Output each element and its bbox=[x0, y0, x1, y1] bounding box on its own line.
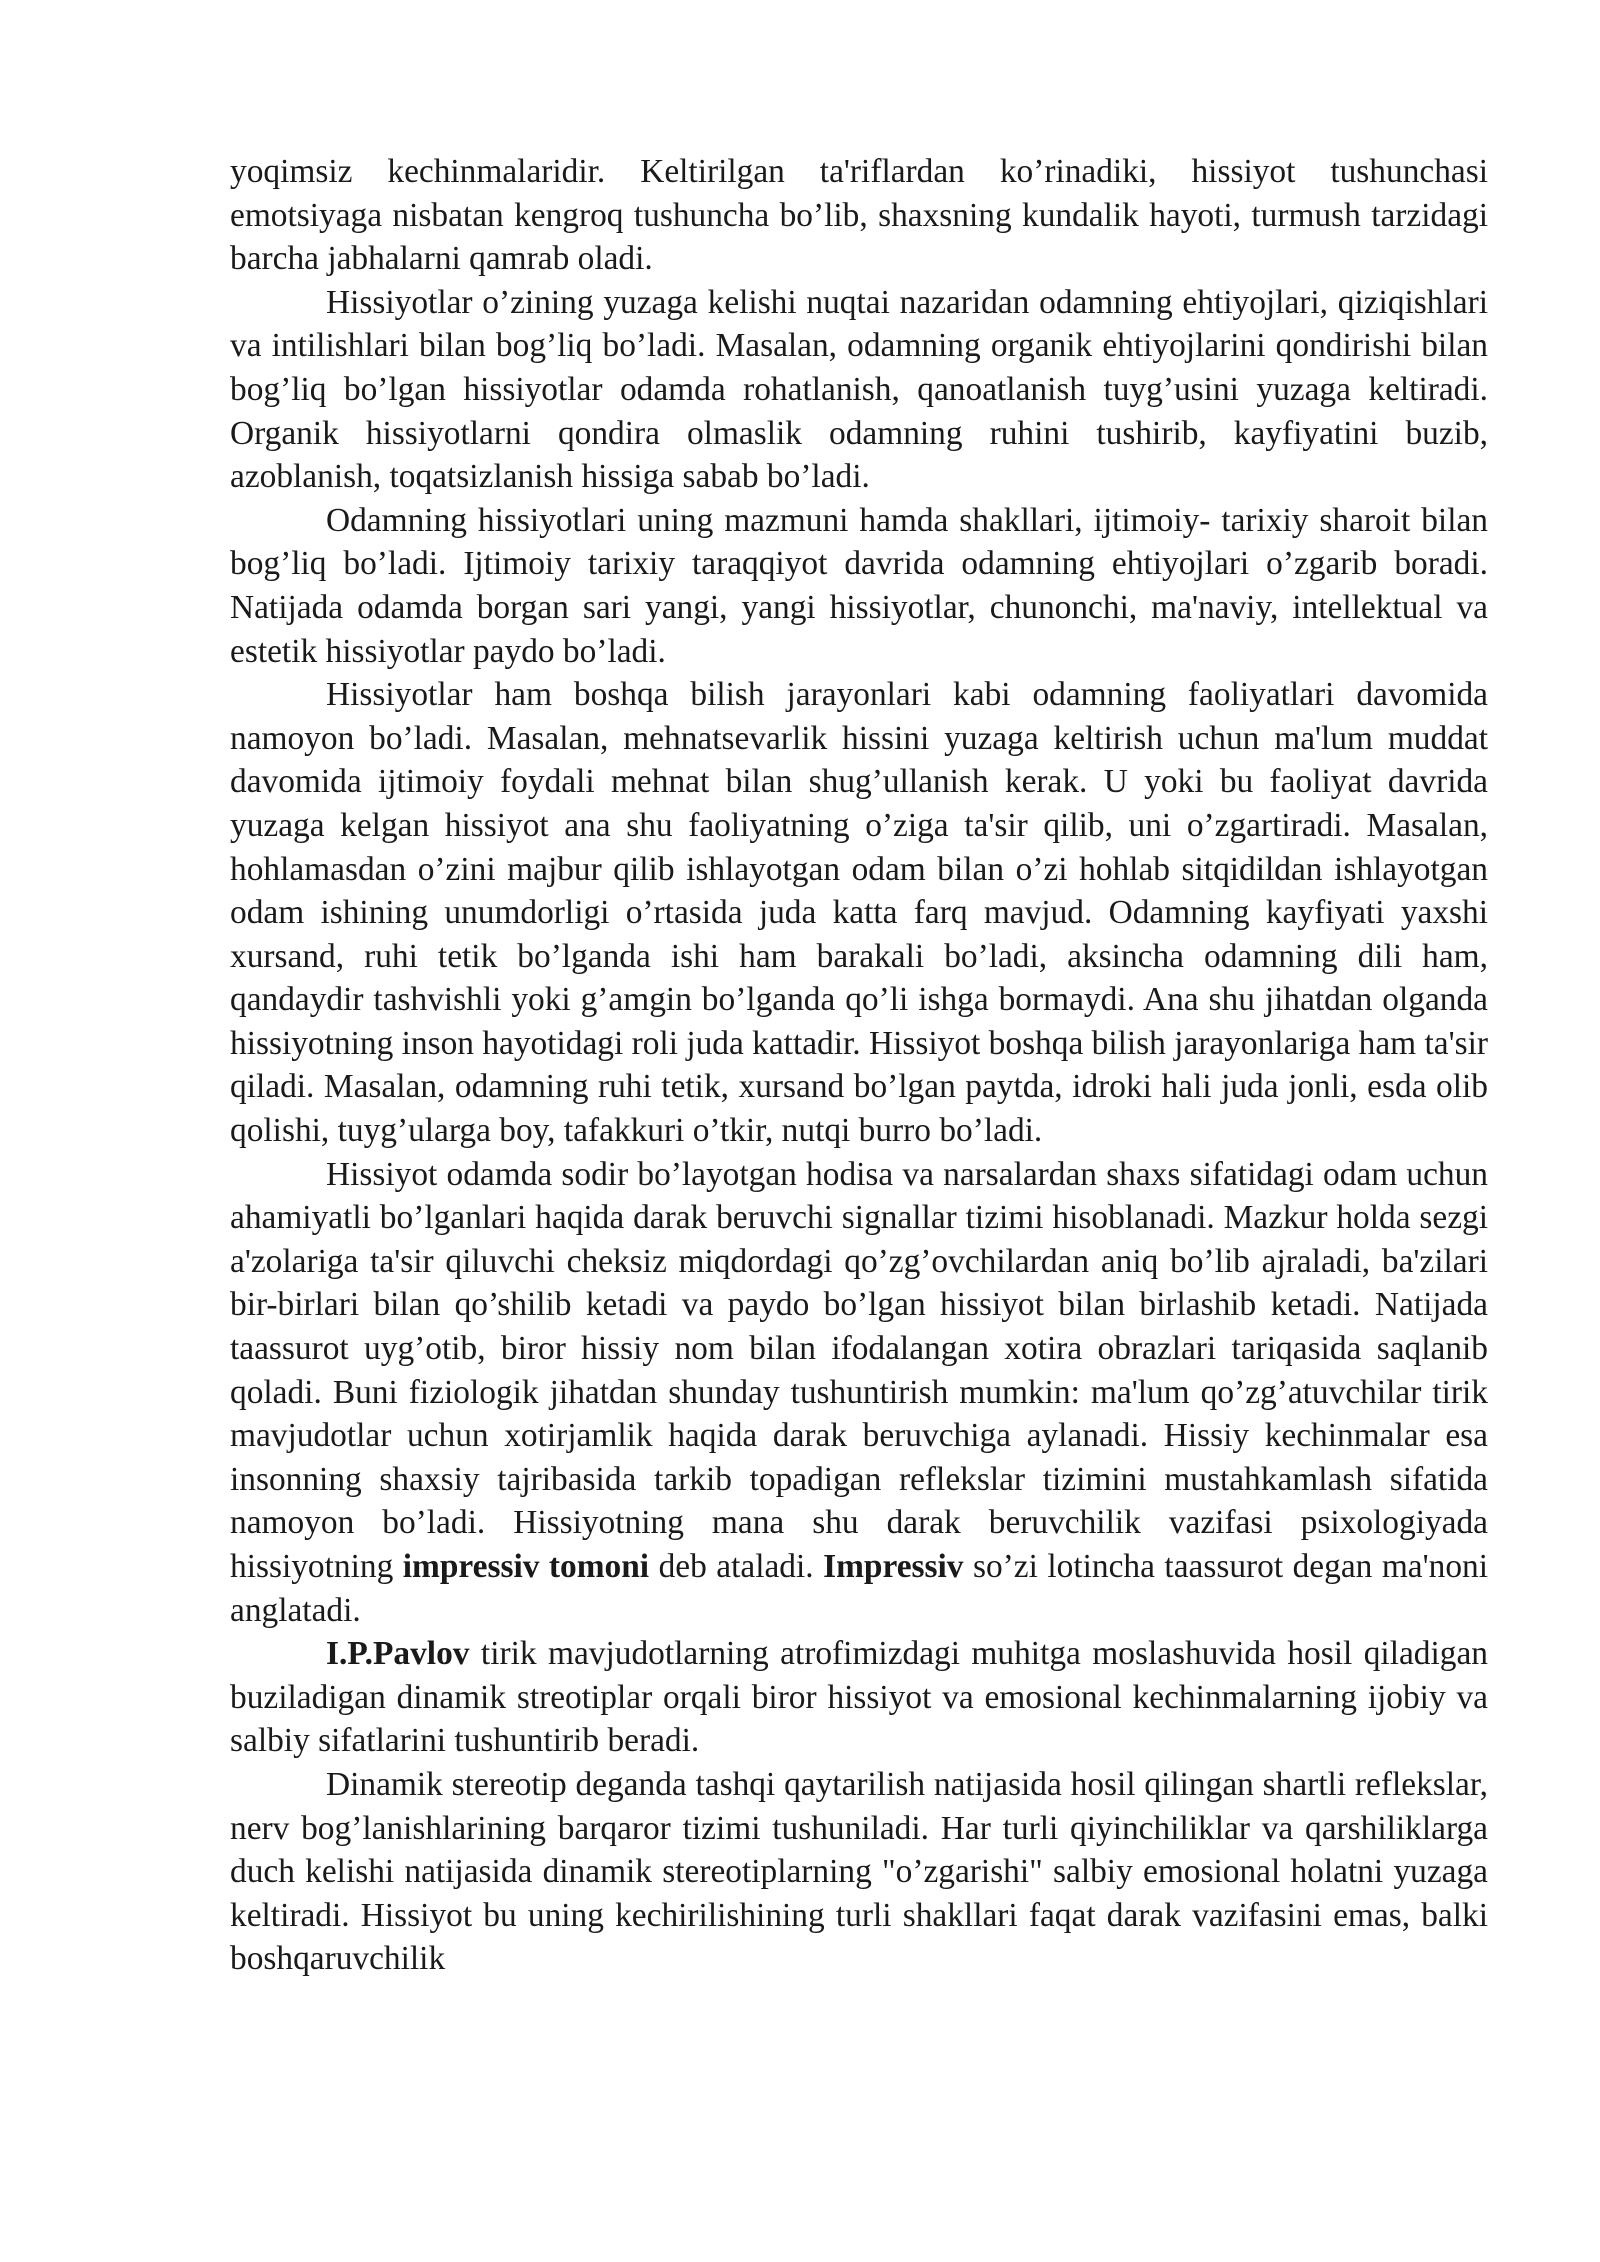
paragraph: Hissiyotlar o’zining yuzaga kelishi nuqtai nazaridan odamning ehtiyojlari, qiziqishlari va intilishlari bilan bog’liq bo’ladi. Masalan, odamning organik ehtiyojlarini qondirishi bilan bog’liq bo’lgan hissiyotlar odamda rohatlanish, qanoatlanish tuyg’usini yuzaga keltiradi. Organik hissiyotlarni qondira olmaslik odamning ruhini tushirib, kayfiyatini buzib, azoblanish, toqatsizlanish hissiga sabab bo’ladi. bbox=[230, 283, 1488, 496]
bold-term: impressiv tomoni bbox=[402, 1548, 650, 1585]
paragraph-text: Hissiyot odamda sodir bo’layotgan hodisa va narsalardan shaxs sifatidagi odam uchun ahamiyatli bo’lganlari haqida darak beruvchi signallar tizimi hisoblanadi. Mazkur holda sezgi a'zolariga ta'sir qiluvchi cheksiz miqdordagi qo’zg’ovchilardan aniq bo’lib ajraladi, ba'zilari bir-birlari bilan qo’shilib ketadi va paydo bo’lgan hissiyot bilan birlashib ketadi. Natijada taassurot uyg’otib, biror hissiy nom bilan ifodalangan xotira obrazlari tariqasida saqlanib qoladi. Buni fiziologik jihatdan shunday tushuntirish mumkin: ma'lum qo’zg’atuvchilar tirik mavjudotlar uchun xotirjamlik haqida darak beruvchiga aylanadi. Hissiy kechinmalar esa insonning shaxsiy tajribasida tarkib topadigan reflekslar tizimini mustahkamlash sifatida namoyon bo’ladi. Hissiyotning mana shu darak beruvchilik vazifasi psixologiyada hissiyotning bbox=[230, 1155, 1488, 1585]
document-page bbox=[230, 150, 1488, 1981]
paragraph: yoqimsiz kechinmalaridir. Keltirilgan ta'riflardan ko’rinadiki, hissiyot tushunchasi emotsiyaga nisbatan kengroq tushuncha bo’lib, shaxsning kundalik hayoti, turmush tarzidagi barcha jabhalarni qamrab oladi. bbox=[230, 153, 1488, 278]
paragraph: Dinamik stereotip deganda tashqi qaytarilish natijasida hosil qilingan shartli reflekslar, nerv bog’lanishlarining barqaror tizimi tushuniladi. Har turli qiyinchiliklar va qarshiliklarga duch kelishi natijasida dinamik stereotiplarning "o’zgarishi" salbiy emosional holatni yuzaga keltiradi. Hissiyot bu uning kechirilishining turli shakllari faqat darak vazifasini emas, balki boshqaruvchilik bbox=[230, 1765, 1488, 1978]
paragraph-text: so’zi lotincha taassurot degan ma'noni anglatadi. bbox=[230, 1548, 1488, 1629]
paragraph: Hissiyotlar ham boshqa bilish jarayonlari kabi odamning faoliyatlari davomida namoyon bo’ladi. Masalan, mehnatsevarlik hissini yuzaga keltirish uchun ma'lum muddat davomida ijtimoiy foydali mehnat bilan shug’ullanish kerak. U yoki bu faoliyat davrida yuzaga kelgan hissiyot ana shu faoliyatning o’ziga ta'sir qilib, uni o’zgartiradi. Masalan, hohlamasdan o’zini majbur qilib ishlayotgan odam bilan o’zi hohlab sitqidildan ishlayotgan odam ishining unumdorligi o’rtasida juda katta farq mavjud. Odamning kayfiyati yaxshi xursand, ruhi tetik bo’lganda ishi ham barakali bo’ladi, aksincha odamning dili ham, qandaydir tashvishli yoki g’amgin bo’lganda qo’li ishga bormaydi. Ana shu jihatdan olganda hissiyotning inson hayotidagi roli juda kattadir. Hissiyot boshqa bilish jarayonlariga ham ta'sir qiladi. Masalan, odamning ruhi tetik, xursand bo’lgan paytda, idroki hali juda jonli, esda olib qolishi, tuyg’ularga boy, tafakkuri o’tkir, nutqi burro bo’ladi. bbox=[230, 676, 1489, 1150]
paragraph-text: deb ataladi. bbox=[649, 1548, 824, 1585]
author-name: I.P.Pavlov bbox=[326, 1635, 470, 1673]
paragraph-text: tirik mavjudotlarning atrofimizdagi muhitga moslashuvida hosil qiladigan buziladigan dinamik streotiplar orqali biror hissiyot va emosional kechinmalarning ijobiy va salbiy sifatlarini tushuntirib beradi. bbox=[230, 1635, 1488, 1760]
paragraph bbox=[230, 1153, 1488, 1633]
bold-term: Impressiv bbox=[823, 1548, 964, 1585]
paragraph: Odamning hissiyotlari uning mazmuni hamda shakllari, ijtimoiy- tarixiy sharoit bilan bog’liq bo’ladi. Ijtimoiy tarixiy taraqqiyot davrida odamning ehtiyojlari o’zgarib boradi. Natijada odamda borgan sari yangi, yangi hissiyotlar, chunonchi, ma'naviy, intellektual va estetik hissiyotlar paydo bo’ladi. bbox=[230, 501, 1488, 670]
paragraph bbox=[230, 1632, 1488, 1763]
